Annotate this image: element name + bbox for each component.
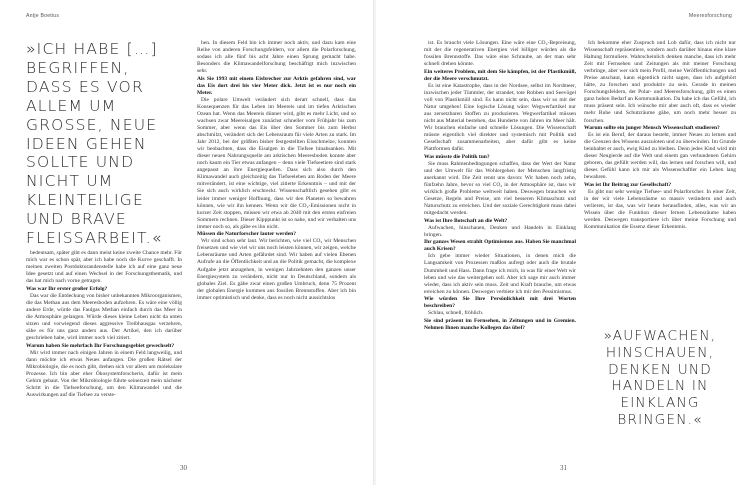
left-page-column-2: [197, 40, 356, 302]
interview-answer: Ich gebe immer wieder Situationen, in denen mich die Langsamkeit von Prozessen maßlos aufregt oder auch die brutale Dummheit und Hass. Dann frage ich mich, in was für einer Welt wir leben und wie das weitergehen soll. Aber ich sage mir auch immer wieder, dass ich aktiv sein muss. Zeit und Kraft brauche, um etwas erreichen zu können. Deswegen verbiete ich mir den Pessimismus.: [424, 253, 576, 295]
interview-question: Als Sie 1993 mit einem Eisbrecher zur Arktis gefahren sind, war das Eis dort drei bis vier Meter dick. Jetzt ist es nur noch ein Meter.: [197, 75, 356, 96]
interview-answer: Aufwachen, hinschauen, Denken und Handeln in Einklang bringen.: [424, 224, 576, 238]
right-page-column-2: [584, 40, 736, 231]
interview-question: Sie sind präsent im Fernsehen, in Zeitungen und in Gremien. Nehmen Ihnen manche Kollegen das übel?: [424, 317, 576, 331]
interview-question: Was müsste die Politik tun?: [424, 153, 490, 160]
interview-question: Was ist Ihre Botschaft an die Welt?: [424, 217, 508, 224]
interview-question: Müssen die Naturforscher lauter werden?: [197, 231, 297, 238]
interview-answer: Schlau, schnell, fröhlich.: [428, 310, 484, 317]
interview-answer: hen. In diesem Feld bin ich immer noch aktiv, und dazu kam eine Reihe von anderen Forschungsfeldern, vor allem die Polarforschung, sodass ich alle fünf bis acht Jahre einen Sprung gemacht habe. Besonders die Klimawandelforschung beschäftigt mich inzwischen sehr.: [197, 40, 356, 75]
interview-answer: Es gibt nur sehr wenige Tiefsee- und Polarforscher. In einer Zeit, in der wir viele Lebensräume so massiv verändern und auch verlieren, ist das, was wir heute herausfinden, alles, was wir an Wissen über die Funktion dieser fernen Lebensräume haben werden. Deswegen transportiere ich über meine Forschung und Kommunikation die Essenz dieser Erkenntnis.: [584, 188, 736, 231]
pull-quote-right: »AUFWACHEN, HINSCHAUEN, DENKEN UND HANDELN IN EINKLANG BRINGEN.«: [603, 328, 717, 428]
page-number-right: 31: [560, 464, 567, 472]
page-number-left: 30: [180, 464, 187, 472]
interview-question: Warum sollte ein junger Mensch Wissenschaft studieren?: [584, 125, 720, 132]
interview-answer: Wir sind schon sehr laut. Wir berichten, wie viel CO₂ wir Menschen freisetzen und wie viel wir uns noch leisten können, wir zeigen, welche Lebensräume und Arten gefährdet sind. Wir haben auf vielen Ebenen Aufrufe an die Öffentlichkeit und an die Politik gemacht, die komplexe Aufgabe jetzt anzugehen, in wenigen Jahrzehnten den ganzen unser Energiesystem zu verändern, nicht nur in Deutschland, sondern als globales Ziel. Es gäbe zwar einen großen Umbruch, denn 75 Prozent der globalen Energie kommen aus fossilen Brennstoffen. Aber ich bin immer optimistisch und denke, dass es noch nicht aussichtslos: [197, 238, 356, 301]
interview-answer: Es ist ein Beruf, der daraus besteht, immer Neues zu lernen und die Grenzen des Wissens auszuloten und zu überwinden. Im Grunde beinhaltet er auch, ewig Kind zu bleiben. Denn jedes Kind wird mit dieser Neugierde auf die Welt und einem gan verbundenen Gehirn geboren, das gefüllt werden will, das lernen und forschen will, und dieses Gefühl kann ich mir als Wissenschaftler ein Leben lang bewahren.: [584, 132, 736, 181]
interview-answer: ist. Es braucht viele Lösungen. Eine wäre eine CO₂-Bepreisung, mit der die regenerativen Energien viel billiger würden als die fossilen Brennstoffe. Das wäre eine Schraube, an der man sehr schnell drehen könnte.: [424, 40, 576, 68]
interview-answer: Mir wird immer nach einigen Jahren in einem Feld langweilig, und dann möchte ich etwas Neues anfangen. Die großen Rätsel der Mikrobiologie, die es noch gibt, drehen sich vor allem um molekulare Prozesse. Ich bin aber eher Ökosystemforscherin, dafür ist mein Gehirn gebaut. Von der Mikrobiologie führte seinerzeit mein nächster Schritt in die Tiefseeforschung, um den Klimawandel und die Auswirkungen auf die Tiefsee zu verste-: [26, 349, 182, 398]
interview-question: Warum haben Sie mehrfach Ihr Forschungsgebiet gewechselt?: [26, 342, 175, 349]
interview-question: Wie würden Sie Ihre Persönlichkeit mit drei Worten beschreiben?: [424, 296, 576, 310]
interview-question: Ein weiteres Problem, mit dem Sie kämpfen, ist der Plastikmüll, der die Meere verschmutzt.: [424, 68, 576, 82]
running-head-left: Antje Boetius: [26, 13, 60, 19]
left-page: [0, 0, 374, 485]
interview-answer: Das war die Entdeckung von bisher unbekannten Mikroorganismen, die das Methan aus dem Meeresboden aufzehren. Es wäre eine völlig andere Erde, würde das Faulgas Methan einfach durch das Meer in die Atmosphäre gelangen. Würde dieses kleine Leben nicht da unten sitzen und vorwiegend dieses aggressive Treibhausgas verzehren, sähe es für uns ganz anders aus. Der Artikel, den ich darüber geschrieben habe, wird immer noch viel zitiert.: [26, 292, 182, 342]
interview-answer: bedeutsam, später gibt es dann meist keine zweite Chance mehr. Für mich war es schon spät, aber ich habe noch die Kurve geschafft. In meinen zweiten Postdoktorandenstelle habe ich auf eine ganz neue Idee gesetzt und auf einen Wechsel in der Forschungsthematik, und das hat mich nach vorne getragen.: [26, 250, 182, 285]
interview-question: Was ist Ihr Beitrag zur Gesellschaft?: [584, 181, 672, 188]
interview-question: Was war Ihr erster großer Erfolg?: [26, 285, 108, 292]
interview-answer: Es ist eine Katastrophe, dass in der Nordsee, selbst im Nordmeer, inzwischen jeder Tümmler, der strandet, tote Robben und Seevögel voll von Plastikmüll sind. Es kann nicht sein, dass wir so mit der Natur umgehen! Eine logische Lösung wäre: Wegwerfartikel nur aus zersetzbaren Stoffen zu produzieren. Wegwerfartikel müssen nicht aus Material bestehen, das Hunderte von Jahren im Meer hält. Wir brauchen einfache und schnelle Lösungen. Die Wissenschaft müsste eigentlich viel direkter und systemisch mit Politik und Gesellschaft zusammenarbeiten, aber dafür gibt es keine Plattformen dafür.: [424, 82, 576, 153]
pull-quote-left: »ICH HABE […] BEGRIFFEN, DASS ES VOR ALLEM UM GROSSE, NEUE IDEEN GEHEN SOLLTE UND NICHT UM KLEINTEILIGE UND BRAVE FLEISSARBEIT.«: [26, 40, 163, 248]
right-page-column-1: [424, 40, 576, 332]
left-page-column-1: [26, 250, 182, 399]
interview-answer: Die polare Umwelt verändert sich derart schnell, dass das Konsequenzen für das Leben im Meereis und im tiefen Arktischen Ozean hat. Wenn das Meereis dünner wird, gibt es mehr Licht, und so wachsen zwar Meereisalgen zunächst schneller vom Frühjahr bis zum Sommer, aber wenn das Eis über den Sommer bis zum Herbst abschmilzt, verändert sich der Lebensraum für viele Arten zu stark. Im Jahr 2012, bei der größten bisher festgestellten Eisschmelze, konnten wir beobachten, dass die Eisalgen in die Tiefsee hinabsanken. Mit dieser neuen Nahrungsquelle am arktischen Meeresboden konnte aber noch kaum ein Tier etwas anfangen – denn viele Tiefseetiere sind stark angepasst an ihre Energiequellen. Dass sich also durch den Klimawandel auch gleichzeitig das Tiefseeleben am Boden der Meere mitverändert, ist eine wichtige, viel zitierte Erkenntnis – und mit der Sie sich auch wirklich erschreckt. Wissenschaftlich gesehen gibt es leider immer weniger Hoffnung, dass wir den Planeten so bewahren können, wie wir ihn kennen. Wenn wir die CO₂-Emissionen nicht in kurzer Zeit stoppen, müssen wir etwa ab 2040 mit den ersten eisfreien Sommern rechnen. Dieser Kipppunkt ist so nahe, und wir verhalten uns immer noch so, als gäbe es ihn nicht.: [197, 96, 356, 230]
interview-answer: Sie muss Rahmenbedingungen schaffen, dass der Wert der Natur und der Umwelt für das Wohlergehen der Menschen langfristig anerkannt wird. Die Zeit rennt uns davon: Wir haben noch zehn, fünfzehn Jahre, bevor so viel CO₂ in der Atmosphäre ist, dass wir wirklich große Probleme weltweit haben. Deswegen brauchen wir Gesetze, Regeln und Preise, um viel besseren Klimaschutz und Naturschutz zu erreichen. Und der soziale Gerechtigkeit muss dabei mitgedacht werden.: [424, 160, 576, 217]
running-head-right: Meeresforschung: [688, 13, 732, 19]
interview-answer: Ich bekomme eher Zuspruch und Lob dafür, dass ich nicht nur Wissenschaft repräsentiere, sondern auch darüber hinaus eine klare Haltung formuliere. Wahrscheinlich denken manche, dass ich mehr Zeit mit Fernsehen und Zeitungen als mit meiner Forschung verbringe, aber wer sich mein Profil, meine Veröffentlichungen und Preise anschaut, kann eigentlich nicht sagen, dass ich aufgehört hätte, zu forschen und produktiv zu sein. Gerade in meinen Forschungsfeldern, der Polar- und Meeresforschung, gibt es einen ganz hohen Bedarf an Kommunikation. Da habe ich das Gefühl, ich muss präsent sein. Ich wünsche mir aber auch oft, dass es wieder mehr Ruhe und Schutzräume gäbe, um noch mehr besser zu forschen.: [584, 40, 736, 124]
interview-question: Ihr ganzes Wesen strahlt Optimismus aus. Haben Sie manchmal auch Krisen?: [424, 239, 576, 253]
